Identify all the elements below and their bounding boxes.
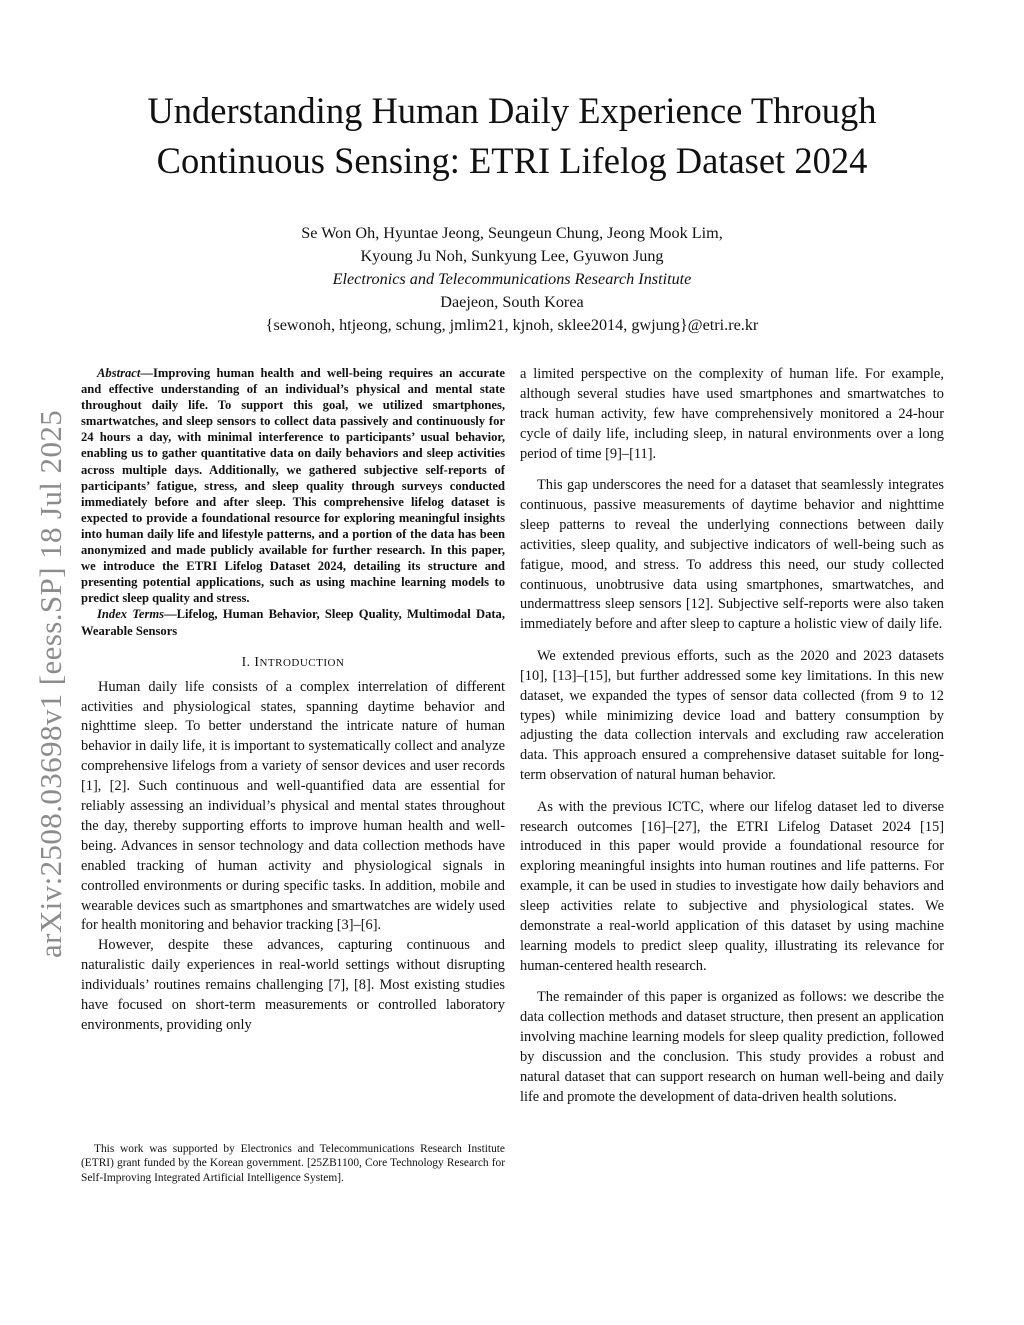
- abstract-text: —Improving human health and well-being requires an accurate and effective understanding of an individual’s physical and mental state throughout daily life. To support this goal, we utilized smartphones, smartwatches, and sleep sensors to collect data passively and continuously for 24 hours a day, with minimal interference to participants’ usual behavior, enabling us to gather quantitative data on daily behaviors and sleep activities across multiple days. Additionally, we gathered subjective self-reports of participants’ fatigue, stress, and sleep quality through surveys conducted immediately before and after sleep. This comprehensive lifelog dataset is expected to provide a foundational resource for exploring meaningful insights into human daily life and lifestyle patterns, and a portion of the data has been anonymized and made publicly available for further research. In this paper, we introduce the ETRI Lifelog Dataset 2024, detailing its structure and presenting potential applications, such as using machine learning models to predict sleep quality and stress.: [81, 366, 505, 606]
- author-block: [60, 222, 964, 337]
- index-terms: [81, 606, 505, 638]
- author-affiliation: Electronics and Telecommunications Research Institute: [332, 270, 692, 288]
- author-location: Daejeon, South Korea: [440, 293, 584, 311]
- title-line-1: Understanding Human Daily Experience Through: [147, 90, 877, 131]
- intro-paragraph-5: As with the previous ICTC, where our lifelog dataset led to diverse research outcomes [16]–[27], the ETRI Lifelog Dataset 2024 [15] introduced in this paper would provide a foundational resource for exploring meaningful insights into human routines and life patterns. For example, it can be used in studies to investigate how daily behaviors and sleep activities relate to subjective and physiological states. We demonstrate a real-world application of this dataset by using machine learning models to predict sleep quality, illustrating its relevance for human-centered health research.: [520, 798, 944, 974]
- arxiv-stamp: arXiv:2508.03698v1 [eess.SP] 18 Jul 2025: [33, 409, 68, 958]
- funding-footnote: This work was supported by Electronics and Telecommunications Research Institute (ETRI) grant funded by the Korean government. [25ZB1100, Core Technology Research for Self-Improving Integrated Artificial Intelligence System].: [81, 1143, 505, 1184]
- author-emails: {sewonoh, htjeong, schung, jmlim21, kjnoh, sklee2014, gwjung}@etri.re.kr: [265, 316, 759, 334]
- section-title-rest: NTRODUCTION: [259, 656, 345, 669]
- intro-paragraph-6: The remainder of this paper is organized as follows: we describe the data collection methods and dataset structure, then present an application involving machine learning models for sleep quality prediction, followed by discussion and the conclusion. This study provides a robust and natural dataset that can support research on human well-being and daily life and promote the development of data-driven health solutions.: [520, 989, 944, 1105]
- section-heading-introduction: [81, 654, 505, 670]
- title-line-2: Continuous Sensing: ETRI Lifelog Dataset 2024: [156, 140, 868, 181]
- left-column: [81, 365, 505, 1036]
- right-column: [520, 365, 944, 1119]
- paper-title: [60, 86, 964, 186]
- abstract: [81, 365, 505, 606]
- intro-paragraph-3: This gap underscores the need for a dataset that seamlessly integrates continuous, passive measurements of daytime behavior and nighttime sleep patterns to reveal the underlying connections between daily activities, sleep quality, and subjective indicators of well-being such as fatigue, mood, and stress. To address this need, our study collected continuous, unobtrusive data using smartphones, smartwatches, and undermattress sleep sensors [12]. Subjective self-reports were also taken immediately before and after sleep to capture a holistic view of daily life.: [520, 477, 944, 633]
- section-numeral: I. I: [241, 653, 260, 669]
- index-terms-label: Index Terms: [97, 607, 165, 622]
- author-names-line-2: Kyoung Ju Noh, Sunkyung Lee, Gyuwon Jung: [360, 247, 664, 265]
- index-terms-text: —Lifelog, Human Behavior, Sleep Quality, Multimodal Data, Wearable Sensors: [81, 607, 506, 638]
- intro-paragraph-continued: a limited perspective on the complexity of human life. For example, although several studies have used smartphones and smartwatches to track human activity, few have comprehensively monitored a 24-hour cycle of daily life, including sleep, in natural environments over a long period of time [9]–[11].: [520, 366, 944, 462]
- intro-paragraph-1: Human daily life consists of a complex interrelation of different activities and physiological states, spanning daytime behavior and nighttime sleep. To better understand the intricate nature of human behavior in daily life, it is important to systematically collect and analyze comprehensive lifelogs from a variety of sensor devices and user records [1], [2]. Such continuous and well-quantified data are essential for reliably assessing an individual’s physical and mental states throughout the day, thereby supporting efforts to improve human health and well-being. Advances in sensor technology and data collection methods have enabled tracking of human activity and physiological signals in controlled environments or during specific tasks. In addition, mobile and wearable devices such as smartphones and smartwatches are widely used for health monitoring and behavior tracking [3]–[6].: [81, 678, 505, 934]
- abstract-label: Abstract: [97, 366, 141, 380]
- author-names-line-1: Se Won Oh, Hyuntae Jeong, Seungeun Chung, Jeong Mook Lim,: [301, 224, 723, 242]
- intro-paragraph-4: We extended previous efforts, such as the 2020 and 2023 datasets [10], [13]–[15], but further addressed some key limitations. In this new dataset, we expanded the types of sensor data collected (from 9 to 12 types) while minimizing device load and battery consumption by adjusting the data collection intervals and excluding raw acceleration data. This approach ensured a comprehensive dataset suitable for long-term observation of natural human behavior.: [520, 647, 944, 784]
- intro-paragraph-2: However, despite these advances, capturing continuous and naturalistic daily experiences in real-world settings without disrupting individuals’ routines remains challenging [7], [8]. Most existing studies have focused on short-term measurements or controlled laboratory environments, providing only: [81, 937, 505, 1033]
